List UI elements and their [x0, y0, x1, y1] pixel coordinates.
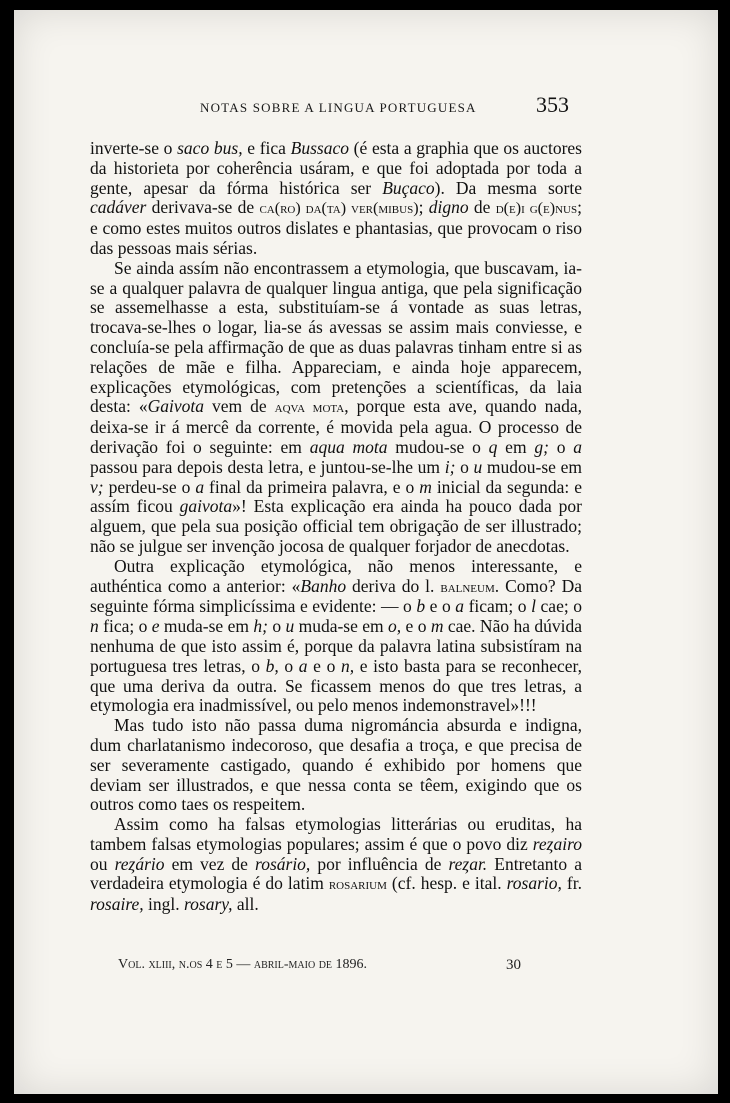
text-run: passou para depois desta letra, e juntou-se-lhe um	[90, 456, 445, 477]
italic-run: saco bus,	[177, 138, 243, 158]
running-title: NOTAS SOBRE A LINGUA PORTUGUESA	[200, 100, 477, 115]
text-run: final da primeira palavra, e o	[204, 476, 420, 497]
volume-info: Vol. xliii, n.os 4 e 5 — abril-maio de 1896.	[118, 957, 368, 972]
italic-run: h;	[253, 616, 268, 637]
italic-run: n	[90, 616, 99, 637]
text-run: fica; o	[98, 616, 152, 637]
small-caps-run: rosarium	[328, 876, 387, 894]
text-run: de	[468, 197, 496, 218]
italic-run: reȥário	[114, 853, 165, 874]
italic-run: rosario,	[506, 873, 562, 894]
text-run: mudou-se o	[387, 436, 489, 457]
italic-run: aqua mota	[309, 436, 388, 457]
text-run: all.	[232, 894, 259, 915]
text-run: derivava-se de	[146, 197, 260, 218]
text-run: perdeu-se o	[103, 476, 196, 497]
small-caps-run: ca(ro) da(ta) ver(mibus)	[259, 200, 419, 218]
italic-run: reȥar.	[448, 853, 488, 874]
text-run: Entretanto a verdadeira etymologia é do latim	[90, 853, 583, 894]
italic-run: o,	[388, 616, 402, 637]
text-run: por influência de	[310, 853, 449, 874]
italic-run: reȥairo	[532, 833, 582, 854]
text-run: e o	[307, 655, 341, 676]
italic-run: v;	[90, 476, 104, 497]
text-run: e o	[425, 596, 456, 617]
italic-run: rosary,	[184, 894, 233, 915]
paragraph-5	[90, 815, 582, 915]
page-number: 353	[536, 92, 569, 117]
text-run: ou	[90, 853, 115, 874]
text-run: Se ainda assím não encontrassem a etymologia, que buscavam, ia-se a qualquer palavra de qualquer lingua antiga, que pela significação se assemelhasse a esta, substituíam-se á vontade as suas letras, trocava-se-lhes o logar, lia-se ás avessas se assim mais conviesse, e concluía-se pela affirmação de que as duas palavras tinham entre si as relações de mãe e filha. Appareciam, e ainda hoje apparecem, explicações etymológicas, com pretenções a scientíficas, da laia desta: «	[90, 257, 582, 417]
italic-run: u	[473, 456, 483, 477]
text-run: mudou-se em	[482, 456, 582, 477]
text-run: o	[267, 616, 286, 637]
running-header	[14, 92, 718, 120]
italic-run: rosário,	[255, 853, 311, 874]
text-run: Assim como ha falsas etymologias litterárias ou eruditas, ha tambem falsas etymologias populares; assim é que o povo diz	[90, 814, 582, 854]
text-run: (cf. hesp. e ital.	[386, 873, 507, 894]
book-page	[14, 10, 718, 1094]
italic-run: a	[455, 596, 465, 617]
text-run: deriva do l.	[346, 575, 441, 596]
italic-run: b	[416, 596, 426, 617]
italic-run: l	[531, 596, 536, 617]
text-run: »! Esta explicação era ainda ha pouco dada por alguem, que pela sua posição official tem obrigação de ser illustrado; não se julgue ser invenção jocosa de qualquer forjador de anecdotas.	[90, 496, 582, 556]
text-run: muda-se em	[294, 616, 389, 637]
paragraph-2	[90, 259, 582, 557]
text-run: . Como? Da seguinte fórma simplicíssima e evidente: — o	[90, 575, 582, 617]
italic-run: n,	[340, 655, 355, 676]
paragraph-1	[90, 139, 582, 259]
text-run: cae; o	[535, 596, 582, 617]
text-run: (é esta a graphia que os auctores da historieta por coherência usáram, e que foi adoptada por toda a gente, apesar da fórma histórica ser	[90, 138, 582, 198]
paragraph-4	[90, 716, 582, 815]
italic-run: Banho	[300, 575, 347, 596]
text-run: o	[278, 655, 299, 676]
italic-run: m	[430, 616, 444, 637]
text-run: e isto basta para se reconhecer, que uma deriva da outra. Se ficassem menos do que tres letras, a etymologia era inadmissível, ou pelo menos indemonstravel»!!!	[90, 655, 582, 716]
italic-run: e	[151, 616, 160, 637]
text-run: inverte-se o	[90, 138, 178, 158]
text-run: vem de	[203, 396, 275, 417]
small-caps-run: balneum	[440, 578, 495, 596]
text-run: cae. Não ha dúvida nenhuma de que isto assim é, porque da palavra latina subsistíram na portuguesa tres letras, o	[90, 616, 583, 676]
text-run: ingl.	[143, 894, 184, 915]
signature-mark: 30	[506, 957, 521, 973]
text-run: o	[455, 456, 474, 477]
paragraph-3	[90, 557, 582, 716]
italic-run: b,	[265, 655, 279, 676]
italic-run: m	[419, 476, 432, 497]
italic-run: u	[285, 616, 295, 637]
italic-run: gaivota	[179, 496, 233, 517]
italic-run: cadáver	[90, 197, 147, 218]
italic-run: digno	[428, 197, 469, 218]
italic-run: g;	[534, 436, 549, 457]
body-text	[90, 139, 582, 915]
text-run: Mas tudo isto não passa duma nigrománcia absurda e indigna, dum charlatanismo indecoroso, que desafia a troça, e que precisa de ser severamente castigado, quando é exhibido por homens que deviam ser illustrados, e que nessa conta se têem, exigindo que os outros como taes os respeitem.	[90, 715, 582, 815]
text-run: fr.	[561, 873, 582, 894]
small-caps-run: aqva mota	[274, 399, 345, 417]
text-run: ; e como estes muitos outros dislates e phantasias, que provocam o riso das pessoas mais sérias.	[90, 197, 582, 258]
italic-run: a	[298, 655, 308, 676]
italic-run: i;	[444, 456, 456, 477]
italic-run: a	[573, 436, 583, 457]
text-run: o	[548, 436, 574, 457]
text-run: Outra explicação etymológica, não menos interessante, e authéntica como a anterior: «	[90, 555, 582, 596]
text-run: ficam; o	[464, 596, 532, 617]
text-run: em vez de	[164, 853, 256, 874]
text-run: , porque esta ave, quando nada, deixa-se ir á mercê da corrente, é movida pela agua. O processo de derivação foi o seguinte: em	[90, 396, 583, 457]
page-footer	[14, 957, 718, 983]
text-run: inicial da segunda: e assím ficou	[90, 476, 582, 517]
text-run: e o	[401, 616, 431, 637]
text-run: e fica	[242, 138, 291, 158]
italic-run: rosaire,	[90, 894, 144, 915]
small-caps-run: d(e)i g(e)nus	[495, 200, 578, 218]
italic-run: Bussaco	[290, 138, 349, 158]
italic-run: a	[195, 476, 205, 497]
italic-run: Gaivota	[147, 396, 204, 417]
text-run: ). Da mesma sorte	[434, 177, 582, 198]
text-run: muda-se em	[159, 616, 254, 637]
text-run: ;	[418, 197, 429, 218]
text-run: em	[497, 436, 535, 457]
italic-run: Buçaco	[382, 177, 435, 198]
italic-run: q	[488, 436, 498, 457]
